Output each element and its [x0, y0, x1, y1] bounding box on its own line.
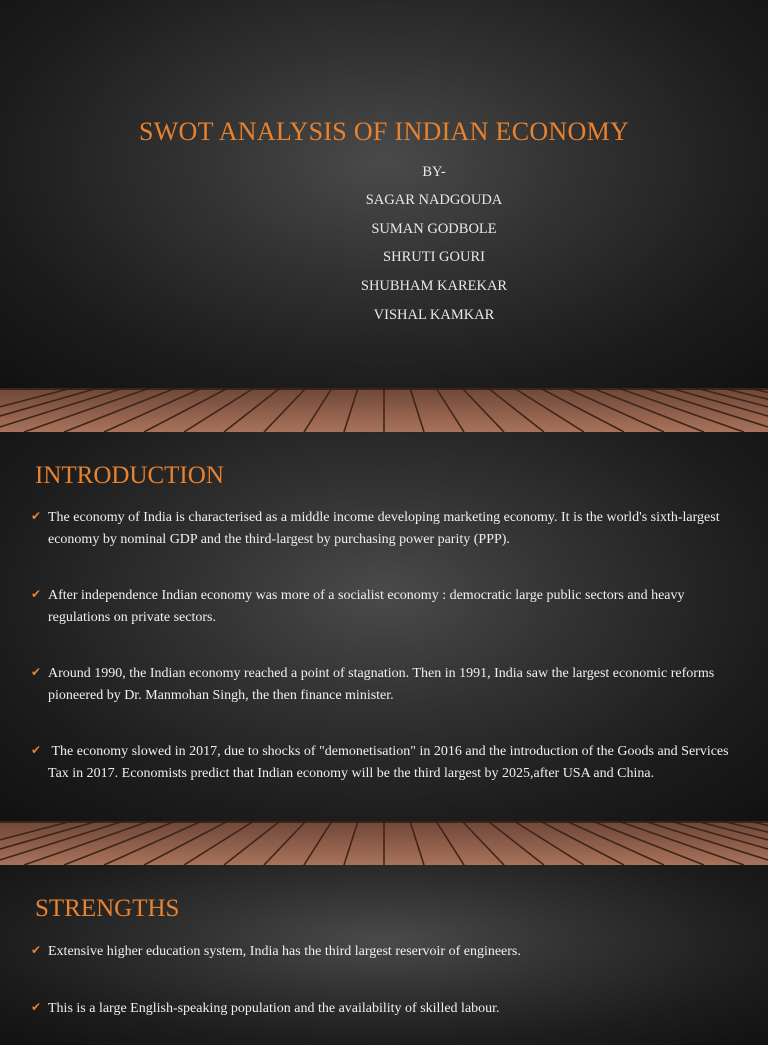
wood-floor-decoration: [0, 388, 768, 432]
list-item: ✔ This is a large English-speaking population and the availability of skilled labour.: [31, 1000, 500, 1016]
author-2: SUMAN GODBOLE: [371, 221, 497, 237]
author-1: SAGAR NADGOUDA: [365, 192, 503, 208]
list-item: ✔ The economy of India is characterised as a middle income developing marketing economy. It is the world's sixth-largest economy by nominal GDP and the third-largest by purchasing power parity (PPP).: [31, 509, 720, 547]
author-4: SHUBHAM KAREKAR: [360, 278, 508, 294]
checkmark-icon: ✔: [31, 943, 42, 957]
checkmark-icon: ✔: [31, 1000, 42, 1014]
author-3: SHRUTI GOURI: [383, 249, 485, 265]
strengths-heading: STRENGTHS: [35, 895, 180, 922]
checkmark-icon: ✔: [31, 509, 42, 523]
wood-floor-decoration: [0, 821, 768, 865]
checkmark-icon: ✔: [31, 743, 42, 757]
introduction-heading: INTRODUCTION: [35, 462, 224, 489]
strengths-slide: [0, 865, 768, 1045]
list-item: ✔ Around 1990, the Indian economy reached a point of stagnation. Then in 1991, India saw the largest economic reforms pioneered by Dr. Manmohan Singh, the then finance minister.: [31, 665, 715, 703]
by-label: BY-: [422, 164, 446, 180]
slide-title: SWOT ANALYSIS OF INDIAN ECONOMY: [138, 117, 630, 146]
checkmark-icon: ✔: [31, 665, 42, 679]
checkmark-icon: ✔: [31, 587, 42, 601]
title-slide: [0, 0, 768, 388]
list-item: ✔ After independence Indian economy was more of a socialist economy : democratic large public sectors and heavy regulations on private sectors.: [31, 587, 685, 625]
list-item: ✔ Extensive higher education system, India has the third largest reservoir of engineers.: [31, 943, 521, 959]
list-item: ✔ The economy slowed in 2017, due to shocks of "demonetisation" in 2016 and the introduction of the Goods and Services Tax in 2017. Economists predict that Indian economy will be the third largest by 2025,after USA and China.: [31, 743, 732, 781]
introduction-slide: [0, 432, 768, 821]
author-5: VISHAL KAMKAR: [373, 307, 495, 323]
